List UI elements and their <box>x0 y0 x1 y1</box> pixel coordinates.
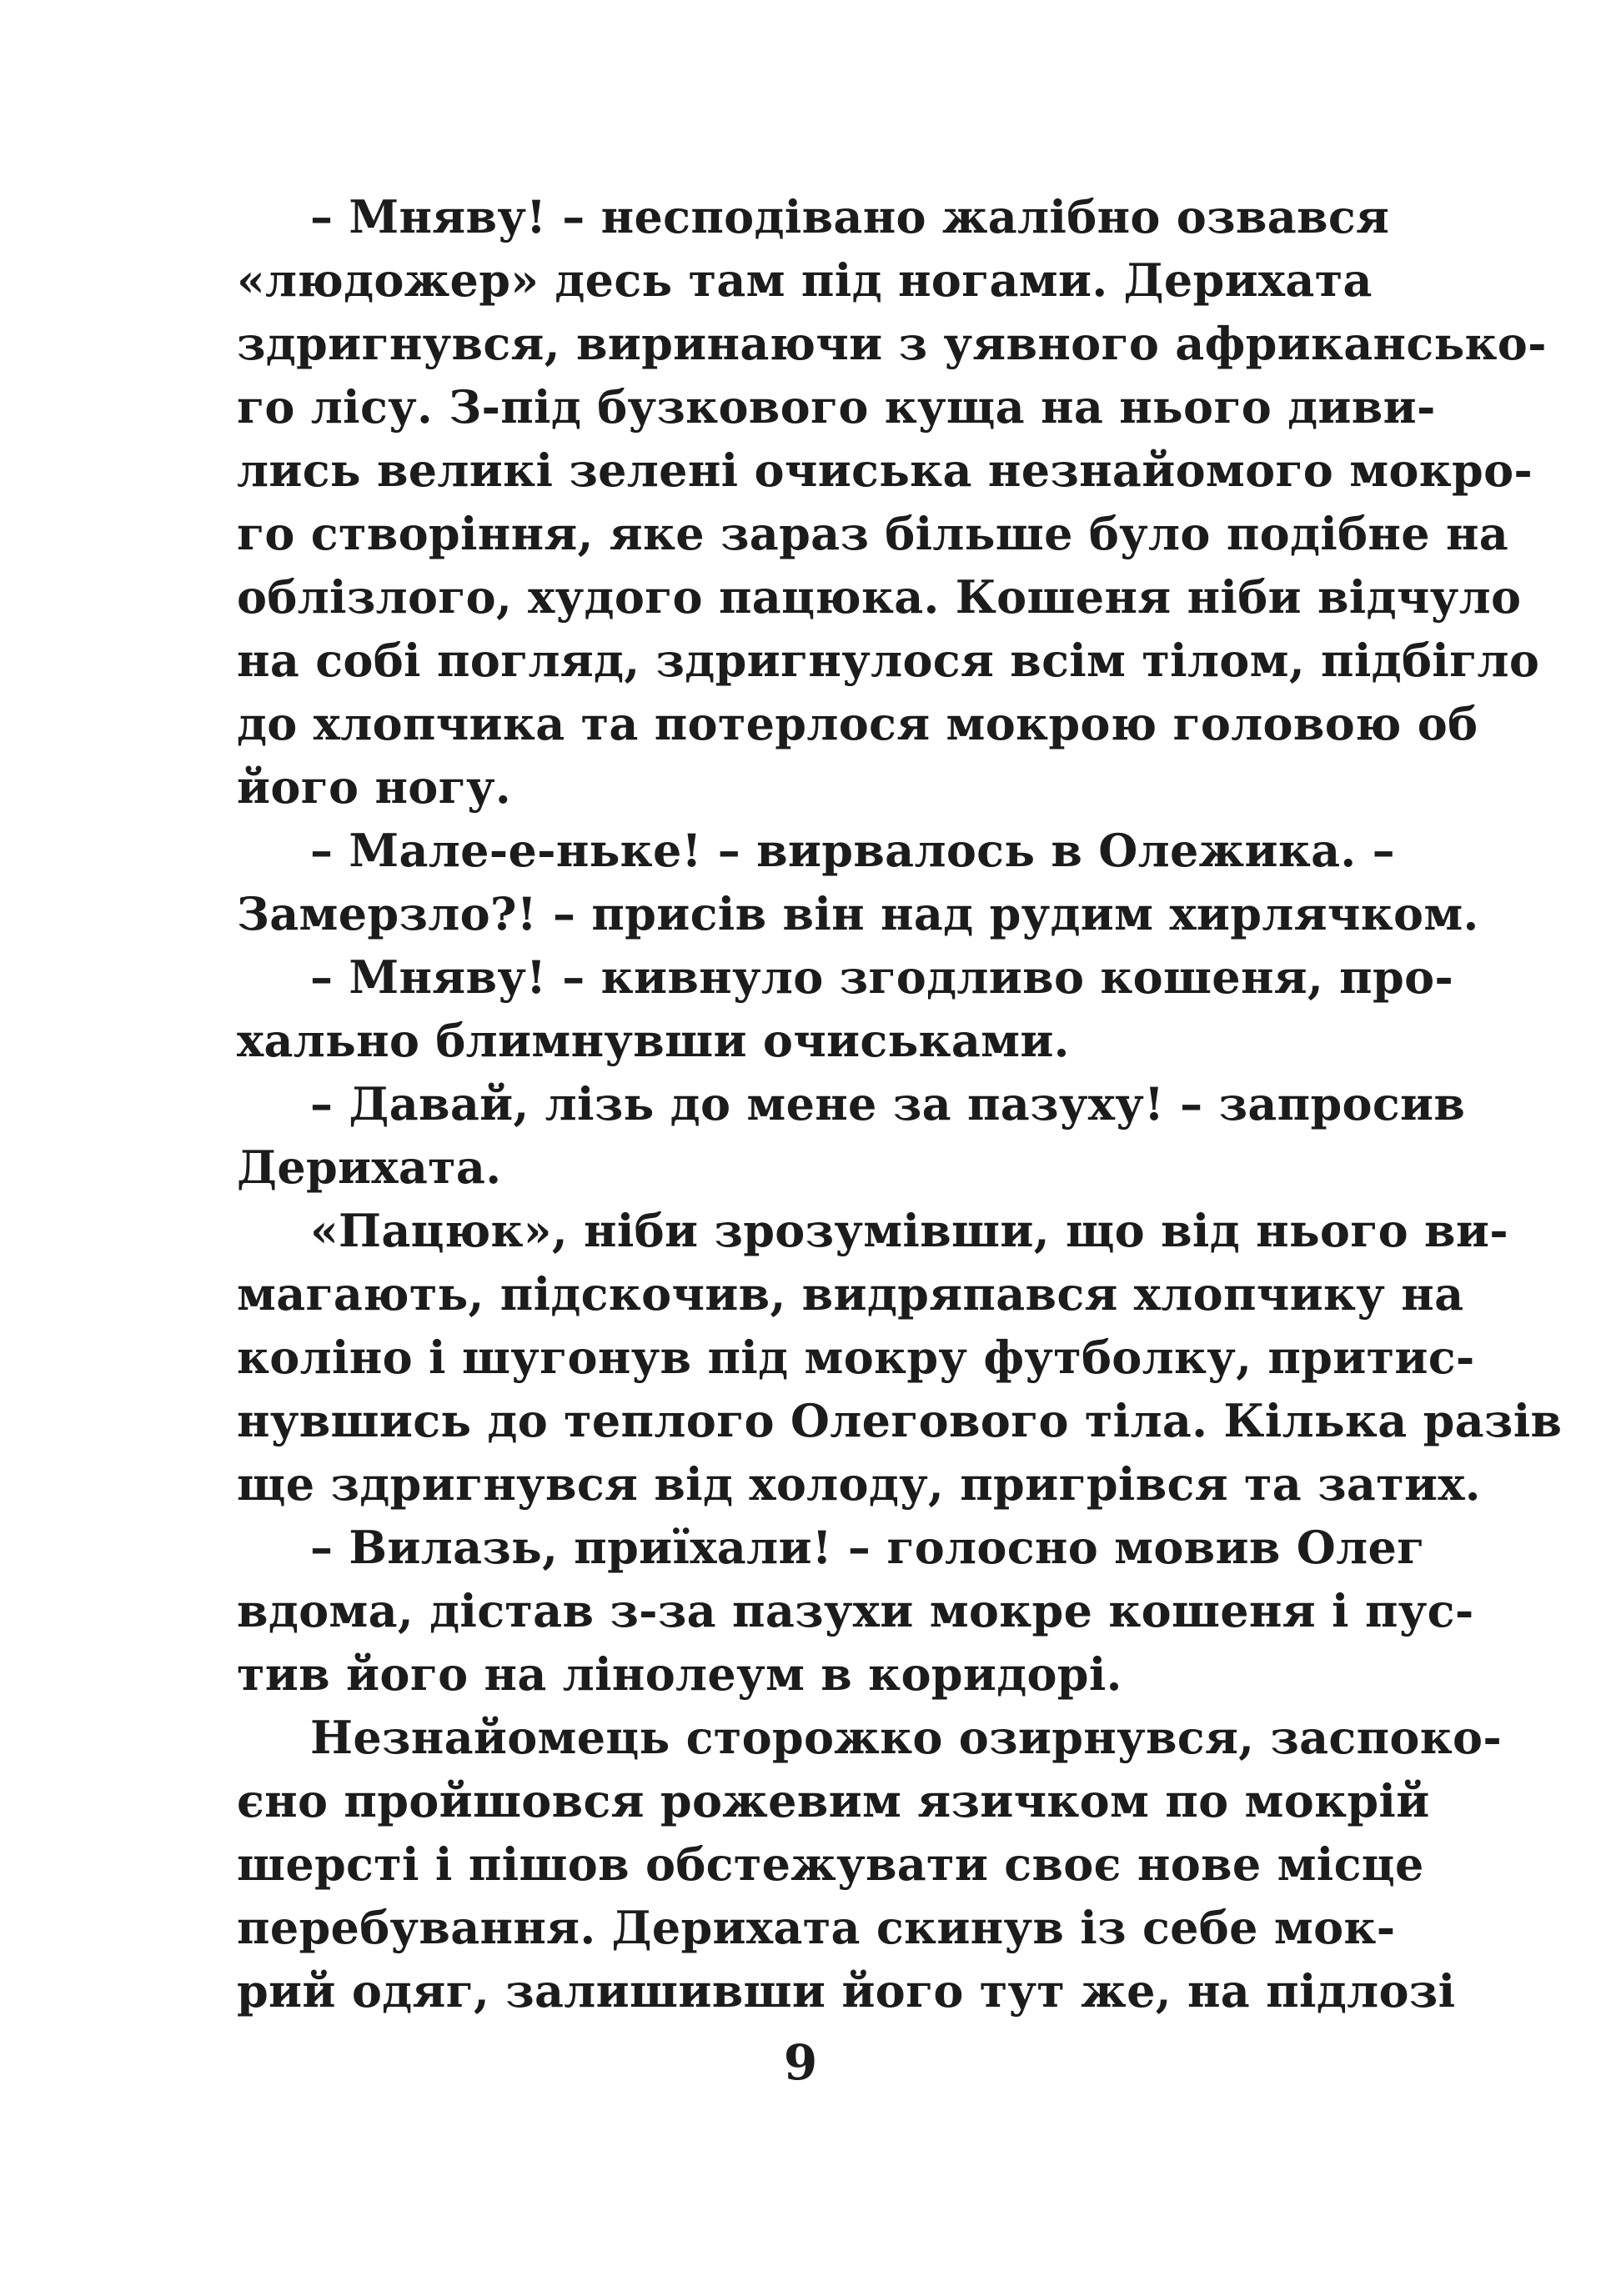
text-line: лись великі зелені очиська незнайомого мокро- <box>237 444 1533 497</box>
text-line: шерсті і пішов обстежувати своє нове місце <box>237 1837 1424 1891</box>
text-line: ще здригнувся від холоду, пригрівся та затих. <box>237 1457 1481 1511</box>
page-number: 9 <box>783 2034 818 2091</box>
text-line: єно пройшовся рожевим язичком по мокрій <box>237 1774 1430 1827</box>
text-line: – Вилазь, приїхали! – голосно мовив Олег <box>310 1521 1425 1574</box>
text-line: го лісу. З-під бузкового куща на нього диви- <box>237 380 1436 434</box>
text-line: – Мале-е-ньке! – вирвалось в Олежика. – <box>310 824 1395 877</box>
text-line: «людожер» десь там під ногами. Дерихата <box>237 253 1373 307</box>
text-line: тив його на лінолеум в коридорі. <box>237 1647 1122 1701</box>
text-line: до хлопчика та потерлося мокрою головою об <box>237 697 1478 750</box>
text-line: нувшись до теплого Олегового тіла. Кілька разів <box>237 1394 1563 1447</box>
text-line: Замерзло?! – присів він над рудим хирлячком. <box>237 887 1479 940</box>
text-line: Дерихата. <box>237 1140 502 1194</box>
text-line: рий одяг, залишивши його тут же, на підлозі <box>237 1964 1456 2018</box>
text-line: магають, підскочив, видряпався хлопчику на <box>237 1267 1464 1321</box>
text-line: хально блимнувши очиськами. <box>237 1014 1070 1067</box>
text-line: на собі погляд, здригнулося всім тілом, підбігло <box>237 634 1540 687</box>
text-line: перебування. Дерихата скинув із себе мок- <box>237 1901 1396 1954</box>
text-line: облізлого, худого пацюка. Кошеня ніби відчуло <box>237 570 1522 624</box>
text-line: вдома, дістав з-за пазухи мокре кошеня і пус- <box>237 1584 1474 1637</box>
text-line: «Пацюк», ніби зрозумівши, що від нього ви- <box>310 1204 1508 1257</box>
text-line: коліно і шугонув під мокру футболку, притис- <box>237 1331 1475 1384</box>
body-text <box>237 185 1563 2023</box>
text-line: – Мняву! – кивнуло згодливо кошеня, про- <box>310 950 1454 1004</box>
text-line: – Мняву! – несподівано жалібно озвався <box>310 190 1390 243</box>
text-line: здригнувся, виринаючи з уявного африкансько- <box>237 317 1547 370</box>
text-line: його ногу. <box>237 760 511 814</box>
text-line: – Давай, лізь до мене за пазуху! – запросив <box>310 1077 1466 1130</box>
text-line: Незнайомець сторожко озирнувся, заспоко- <box>310 1711 1503 1764</box>
text-line: го створіння, яке зараз більше було подібне на <box>237 507 1509 560</box>
